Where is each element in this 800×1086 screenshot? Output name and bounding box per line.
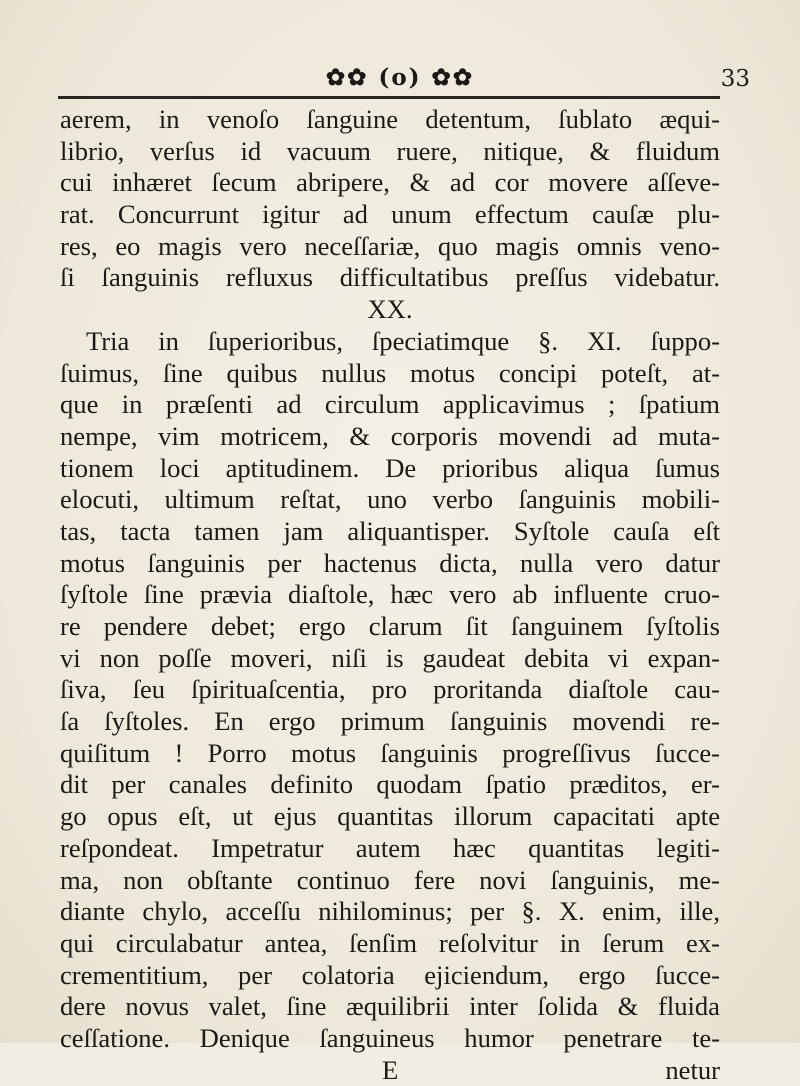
signature-mark: E (382, 1054, 399, 1085)
text-line: nempe, vim motricem, & corporis movendi ad muta- (60, 420, 720, 451)
header-rule (58, 96, 720, 99)
text-line: re pendere debet; ergo clarum ſit ſanguinem ſyſtolis (60, 611, 720, 641)
page-number: 33 (720, 66, 750, 92)
text-line: dit per canales definito quodam ſpatio præditos, er- (60, 769, 720, 800)
text-line: ſi ſanguinis refluxus difficultatibus preſſus videbatur. (60, 262, 720, 293)
text-line: aerem, in venoſo ſanguine detentum, ſublato æqui- (60, 104, 720, 134)
text-line: qui circulabatur antea, ſenſim reſolvitur in ſerum ex- (60, 927, 720, 958)
header-ornament: ✿✿ (o) ✿✿ (325, 64, 475, 91)
text-line: crementitium, per colatoria ejiciendum, ergo ſucce- (60, 959, 720, 990)
text-line: quiſitum ! Porro motus ſanguinis progreſſivus ſucce- (60, 737, 720, 768)
text-line: Tria in ſuperioribus, ſpeciatimque §. XI. ſuppo- (86, 325, 720, 356)
text-line: res, eo magis vero neceſſariæ, quo magis omnis veno- (60, 230, 720, 261)
text-line: cui inhæret ſecum abripere, & ad cor movere aſſeve- (60, 167, 720, 198)
text-line: tas, tacta tamen jam aliquantisper. Syſtole cauſa eſt (60, 515, 720, 546)
text-line: ſyſtole ſine prævia diaſtole, hæc vero ab influente cruo- (60, 579, 720, 610)
text-line: dere novus valet, ſine æquilibrii inter ſolida & fluida (60, 991, 720, 1022)
text-line: diante chylo, acceſſu nihilominus; per §. X. enim, ille, (60, 896, 720, 927)
text-line: ſiva, ſeu ſpirituaſcentia, pro proritanda diaſtole cau- (60, 674, 720, 705)
text-line: go opus eſt, ut ejus quantitas illorum capacitati apte (60, 801, 720, 832)
catchword: netur (665, 1054, 720, 1085)
text-line: ſuimus, ſine quibus nullus motus concipi poteſt, at- (60, 357, 720, 388)
running-header (0, 62, 800, 96)
text-line: rat. Concurrunt igitur ad unum effectum cauſæ plu- (60, 199, 720, 230)
section-heading: XX. (367, 294, 413, 325)
text-line: tionem loci aptitudinem. De prioribus aliqua ſumus (60, 452, 720, 483)
text-line: vi non poſſe moveri, niſi is gaudeat debita vi expan- (60, 642, 720, 673)
body-text (60, 104, 720, 1086)
text-line: reſpondeat. Impetratur autem hæc quantitas legiti- (60, 832, 720, 863)
footer-line (60, 1055, 720, 1086)
text-line: ſa ſyſtoles. En ergo primum ſanguinis movendi re- (60, 706, 720, 737)
text-line: ma, non obſtante continuo fere novi ſanguinis, me- (60, 864, 720, 895)
text-line: que in præſenti ad circulum applicavimus ; ſpatium (60, 389, 720, 420)
text-line: elocuti, ultimum reſtat, uno verbo ſanguinis mobili- (60, 484, 720, 515)
text-line: ceſſatione. Denique ſanguineus humor penetrare te- (60, 1022, 720, 1053)
text-line: librio, verſus id vacuum ruere, nitique, & fluidum (60, 135, 720, 166)
text-line: motus ſanguinis per hactenus dicta, nulla vero datur (60, 547, 720, 578)
